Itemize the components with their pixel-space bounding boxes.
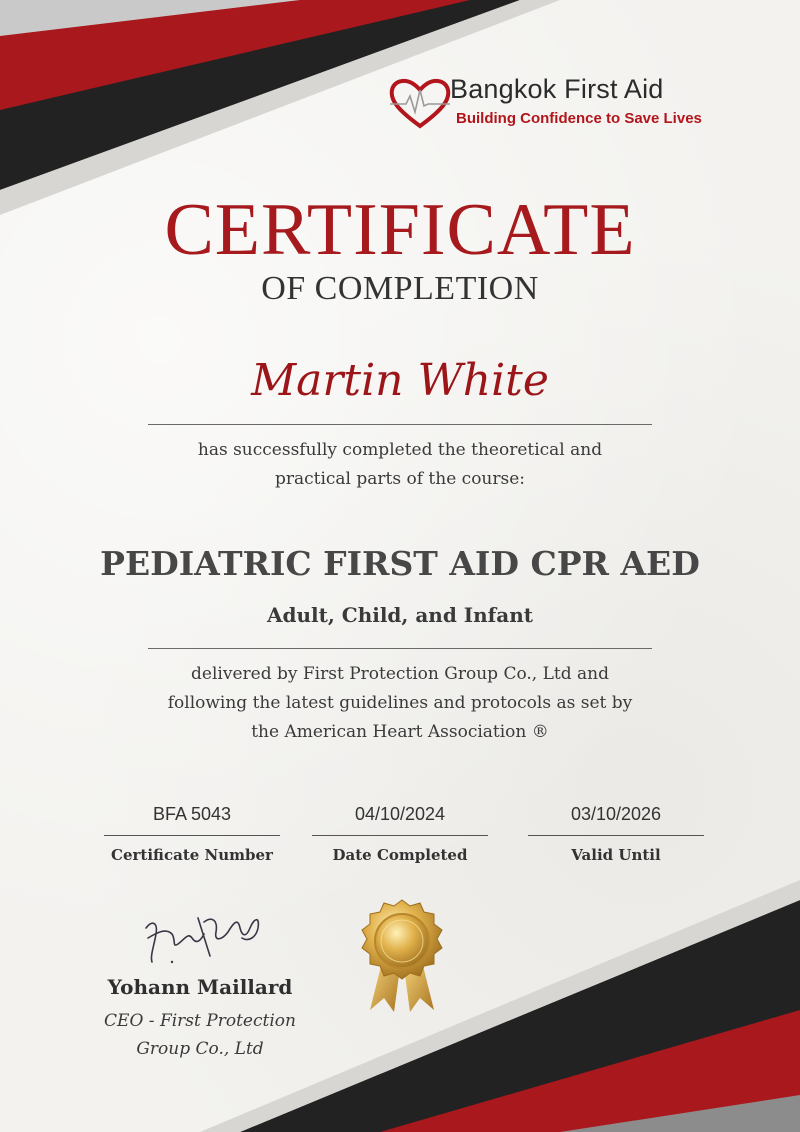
- signatory-name: Yohann Maillard: [107, 975, 293, 999]
- gold-seal-icon: [352, 898, 452, 1018]
- certificate-title: CERTIFICATE: [164, 189, 636, 271]
- field-underline: [104, 835, 280, 836]
- course-divider: [148, 648, 652, 649]
- statement-line: practical parts of the course:: [274, 469, 526, 489]
- signature-image: [138, 898, 268, 968]
- course-subtitle: Adult, Child, and Infant: [266, 603, 534, 627]
- field-underline: [312, 835, 488, 836]
- valid-until-field: [528, 804, 704, 864]
- delivery-line: the American Heart Association ®: [251, 722, 549, 742]
- delivery-line: delivered by First Protection Group Co., Ltd and: [191, 664, 609, 684]
- recipient-divider: [148, 424, 652, 425]
- certificate-number-field: [104, 804, 280, 864]
- certificate-subtitle: OF COMPLETION: [261, 270, 539, 307]
- signatory-title: [60, 1007, 340, 1063]
- delivery-line: following the latest guidelines and protocols as set by: [167, 693, 633, 713]
- heart-pulse-icon: [388, 76, 452, 130]
- certificate-number-label: Certificate Number: [111, 846, 273, 864]
- signatory-title-line: Group Co., Ltd: [136, 1039, 264, 1059]
- recipient-name: Martin White: [251, 355, 549, 406]
- field-underline: [528, 835, 704, 836]
- certificate-number-value: BFA 5043: [152, 804, 232, 824]
- statement-line: has successfully completed the theoretical and: [197, 440, 603, 460]
- signatory-title-line: CEO - First Protection: [104, 1011, 296, 1031]
- valid-until-value: 03/10/2026: [570, 804, 662, 824]
- completion-statement: [0, 436, 800, 494]
- date-completed-field: [312, 804, 488, 864]
- course-title: PEDIATRIC FIRST AID CPR AED: [100, 544, 700, 583]
- brand-name: Bangkok First Aid: [450, 74, 664, 104]
- brand-logo: [388, 72, 728, 132]
- date-completed-value: 04/10/2024: [354, 804, 446, 824]
- valid-until-label: Valid Until: [571, 846, 661, 864]
- date-completed-label: Date Completed: [332, 846, 468, 864]
- brand-tagline: Building Confidence to Save Lives: [456, 110, 702, 127]
- delivery-statement: [0, 660, 800, 747]
